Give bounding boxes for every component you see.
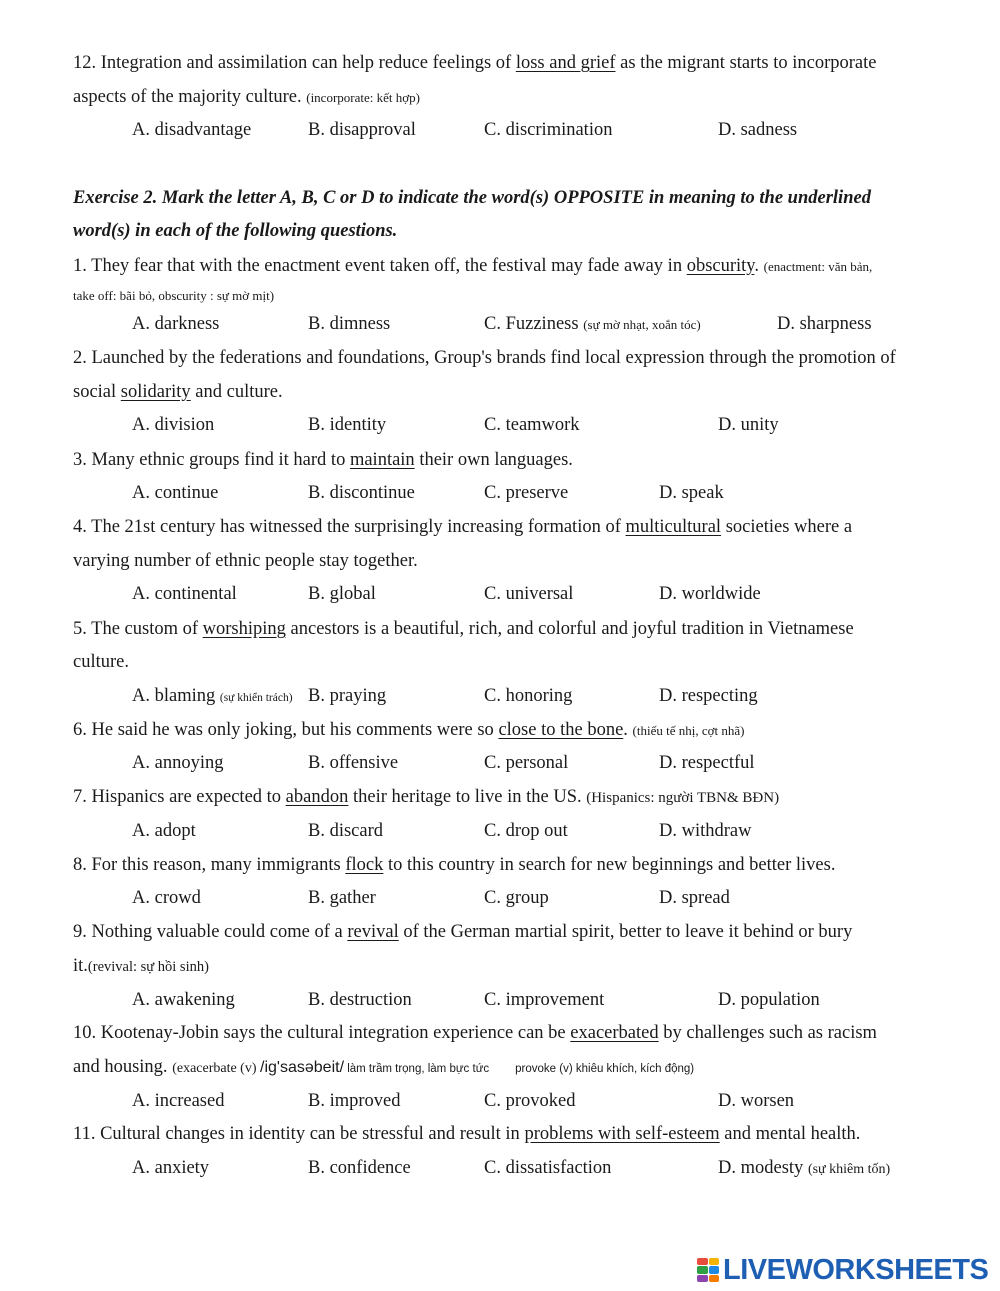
q4-option-b[interactable]: B. global [308,584,376,604]
q4-option-c[interactable]: C. universal [484,584,574,604]
q9-option-b[interactable]: B. destruction [308,990,412,1010]
q12-text [73,51,877,75]
q3-option-a[interactable]: A. continue [132,483,219,503]
q11-text [73,1122,860,1146]
q5-option-a-note: (sự khiển trách) [219,692,293,704]
q9-line2: it. [73,956,88,976]
q1-option-a[interactable]: A. darkness [132,314,220,334]
logo-square-6 [709,1275,720,1282]
q2-underlined: solidarity [120,382,191,402]
q4-option-a[interactable]: A. continental [132,584,237,604]
q11-option-d[interactable] [718,1156,890,1182]
q9-text-line2 [73,954,209,979]
q6-option-a[interactable]: A. annoying [132,753,224,773]
q2-text-post: and culture. [190,382,283,402]
q6-text [73,718,744,743]
q8-text-post: to this country in search for new beginnings and better lives. [383,855,836,875]
q6-note: (thiếu tế nhị, cợt nhã) [632,723,745,738]
exercise-heading-line2: word(s) in each of the following questions. [73,221,398,241]
q3-text-pre: 3. Many ethnic groups find it hard to [73,450,350,470]
q5-option-a[interactable] [132,684,293,710]
q2-text-pre: social [73,382,121,402]
logo-square-3 [697,1266,708,1273]
q7-note: (Hispanics: người TBN& BĐN) [586,790,780,806]
q5-option-b[interactable]: B. praying [308,686,387,706]
q12-line2: aspects of the majority culture. [73,87,307,107]
q12-text-pre: 12. Integration and assimilation can help reduce feelings of [73,53,516,73]
q7-option-c[interactable]: C. drop out [484,821,568,841]
q3-underlined: maintain [349,450,415,470]
liveworksheets-logo [697,1254,988,1286]
q4-underlined: multicultural [625,517,722,537]
q11-option-d-note: (sự khiêm tốn) [807,1162,891,1177]
q10-text-line2 [73,1055,694,1081]
q5-underlined: worshiping [202,619,286,639]
q1-note-line2: take off: bãi bỏ, obscurity : sự mờ mịt) [73,288,275,303]
q5-option-a-label: A. blaming [132,686,220,706]
q12-underlined: loss and grief [515,53,616,73]
exercise-heading: Exercise 2. Mark the letter A, B, C or D to indicate the word(s) OPPOSITE in meaning to the underlined [73,188,871,208]
q7-text-pre: 7. Hispanics are expected to [73,787,286,807]
q8-option-a[interactable]: A. crowd [132,888,201,908]
q3-option-c[interactable]: C. preserve [484,483,569,503]
q7-text-post: their heritage to live in the US. [348,787,587,807]
q3-option-b[interactable]: B. discontinue [308,483,415,503]
q10-option-b[interactable]: B. improved [308,1091,401,1111]
q5-text-pre: 5. The custom of [73,619,203,639]
q8-option-b[interactable]: B. gather [308,888,376,908]
q4-text-post: societies where a [721,517,853,537]
q10-line2: and housing. [73,1057,173,1077]
q11-option-a[interactable]: A. anxiety [132,1158,210,1178]
q11-underlined: problems with self-esteem [524,1124,720,1144]
q1-text [73,254,872,279]
q1-text-post: . [754,256,764,276]
q4-option-d[interactable]: D. worldwide [659,584,761,604]
q6-underlined: close to the bone [498,720,624,740]
q8-text-pre: 8. For this reason, many immigrants [73,855,346,875]
q1-text-pre: 1. They fear that with the enactment event taken off, the festival may fade away in [73,256,687,276]
q12-option-d[interactable]: D. sadness [718,120,798,140]
q10-note: (exacerbate (v) [172,1061,261,1076]
q10-option-a[interactable]: A. increased [132,1091,225,1111]
q9-option-a[interactable]: A. awakening [132,990,235,1010]
q4-text [73,515,852,539]
q8-text [73,853,835,877]
q3-text-post: their own languages. [414,450,573,470]
q11-option-b[interactable]: B. confidence [308,1158,411,1178]
q2-text: 2. Launched by the federations and foundations, Group's brands find local expression through the promotion of [73,348,896,368]
q2-option-c[interactable]: C. teamwork [484,415,580,435]
logo-text: LIVEWORKSHEETS [723,1253,989,1286]
q10-underlined: exacerbated [570,1023,659,1043]
q9-text-pre: 9. Nothing valuable could come of a [73,922,348,942]
q5-text [73,617,854,641]
q9-text-post: of the German martial spirit, better to leave it behind or bury [398,922,853,942]
q7-text [73,785,779,810]
q2-option-d[interactable]: D. unity [718,415,779,435]
q12-note: (incorporate: kết hợp) [306,90,420,105]
q10-text [73,1021,877,1045]
q11-option-c[interactable]: C. dissatisfaction [484,1158,612,1178]
q5-option-c[interactable]: C. honoring [484,686,573,706]
q6-option-c[interactable]: C. personal [484,753,569,773]
q9-option-d[interactable]: D. population [718,990,820,1010]
q6-text-pre: 6. He said he was only joking, but his comments were so [73,720,499,740]
q5-option-d[interactable]: D. respecting [659,686,758,706]
q12-option-c[interactable]: C. discrimination [484,120,613,140]
logo-square-2 [709,1258,720,1265]
q7-option-d[interactable]: D. withdraw [659,821,752,841]
logo-square-4 [709,1266,720,1273]
q11-text-pre: 11. Cultural changes in identity can be stressful and result in [73,1124,525,1144]
q5-text-line2: culture. [73,652,129,672]
q6-text-post: . [623,720,633,740]
q11-option-d-label: D. modesty [718,1158,808,1178]
q1-note: (enactment: văn bản, [763,259,873,274]
q8-option-c[interactable]: C. group [484,888,549,908]
q7-option-a[interactable]: A. adopt [132,821,196,841]
q4-text-pre: 4. The 21st century has witnessed the surprisingly increasing formation of [73,517,626,537]
q1-option-b[interactable]: B. dimness [308,314,391,334]
q12-text-line2 [73,85,420,110]
q7-option-b[interactable]: B. discard [308,821,384,841]
q12-option-a[interactable]: A. disadvantage [132,120,252,140]
q1-option-c[interactable] [484,312,701,337]
q3-option-d[interactable]: D. speak [659,483,724,503]
q9-text [73,920,852,944]
q11-text-post: and mental health. [719,1124,861,1144]
q2-text-line2 [73,380,283,404]
logo-square-5 [697,1275,708,1282]
q5-text-post: ancestors is a beautiful, rich, and colorful and joyful tradition in Vietnamese [285,619,854,639]
logo-square-1 [697,1258,708,1265]
q4-text-line2: varying number of ethnic people stay together. [73,551,418,571]
q1-option-c-label: C. Fuzziness [484,314,584,334]
q2-option-b[interactable]: B. identity [308,415,387,435]
q10-ipa: /ig'sasəbeit/ [260,1059,345,1076]
q10-note-provoke: provoke (v) khiêu khích, kích động) [515,1063,695,1075]
q9-note: (revival: sự hồi sinh) [87,959,209,975]
q8-option-d[interactable]: D. spread [659,888,730,908]
q10-note-meaning: làm trầm trọng, làm bực tức [344,1063,490,1075]
q9-underlined: revival [347,922,399,942]
q2-option-a[interactable]: A. division [132,415,215,435]
q10-option-d[interactable]: D. worsen [718,1091,795,1111]
q1-option-d[interactable]: D. sharpness [777,314,872,334]
q1-underlined: obscurity [686,256,755,276]
logo-grid-icon [697,1258,719,1282]
q12-text-post: as the migrant starts to incorporate [615,53,877,73]
q9-option-c[interactable]: C. improvement [484,990,605,1010]
q6-option-d[interactable]: D. respectful [659,753,755,773]
q1-option-c-note: (sự mờ nhạt, xoắn tóc) [583,317,701,332]
q7-underlined: abandon [285,787,349,807]
q3-text [73,448,573,472]
q6-option-b[interactable]: B. offensive [308,753,399,773]
q10-option-c[interactable]: C. provoked [484,1091,576,1111]
q10-text-pre: 10. Kootenay-Jobin says the cultural integration experience can be [73,1023,571,1043]
q10-text-post: by challenges such as racism [658,1023,877,1043]
q8-underlined: flock [345,855,384,875]
q12-option-b[interactable]: B. disapproval [308,120,416,140]
